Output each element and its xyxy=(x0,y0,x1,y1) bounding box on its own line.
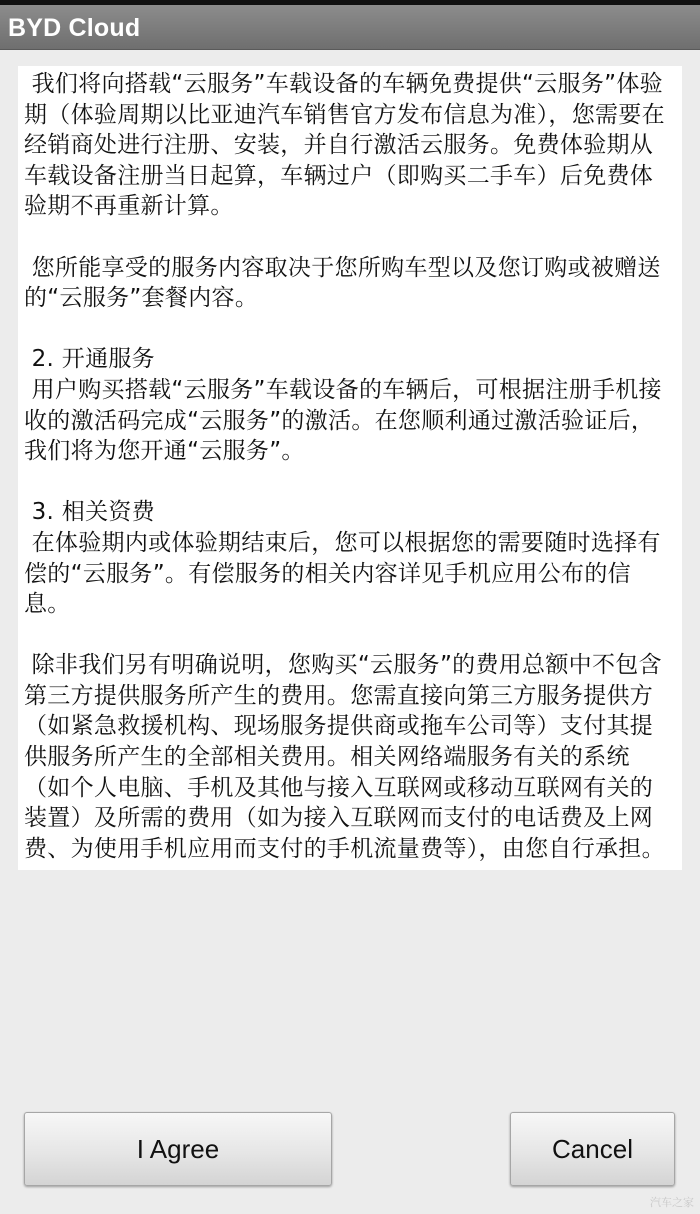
cancel-button[interactable]: Cancel xyxy=(510,1112,675,1186)
agreement-paragraph: 除非我们另有明确说明，您购买“云服务”的费用总额中不包含第三方提供服务所产生的费用。您需直接向第三方服务提供方（如紧急救援机构、现场服务提供商或拖车公司等）支付其提供服务所产生的全部相关费用。相关网络端服务有关的系统（如个人电脑、手机及其他与接入互联网或移动互联网有关的装置）及所需的费用（如为接入互联网而支付的电话费及上网费、为使用手机应用而支付的手机流量费等），由您自行承担。 xyxy=(24,652,665,862)
agreement-paragraph: 3. 相关资费 xyxy=(24,499,155,526)
agree-button[interactable]: I Agree xyxy=(24,1112,332,1186)
agreement-text xyxy=(18,66,682,864)
blank-line xyxy=(24,314,674,345)
watermark-text: 汽车之家 xyxy=(650,1196,694,1209)
agreement-paragraph: 您所能享受的服务内容取决于您所购车型以及您订购或被赠送的“云服务”套餐内容。 xyxy=(24,254,661,312)
blank-line xyxy=(24,620,674,651)
agreement-paragraph: 用户购买搭载“云服务”车载设备的车辆后，可根据注册手机接收的激活码完成“云服务”的激活。在您顺利通过激活验证后，我们将为您开通“云服务”。 xyxy=(24,376,662,465)
window-title: BYD Cloud xyxy=(8,14,141,42)
agreement-scroll-panel[interactable] xyxy=(18,66,682,870)
blank-line xyxy=(24,222,674,253)
title-bar xyxy=(0,5,700,50)
agreement-paragraph: 在体验期内或体验期结束后，您可以根据您的需要随时选择有偿的“云服务”。有偿服务的相关内容详见手机应用公布的信息。 xyxy=(24,529,661,618)
blank-line xyxy=(24,467,674,498)
agreement-paragraph: 2. 开通服务 xyxy=(24,346,155,373)
agreement-paragraph: 我们将向搭载“云服务”车载设备的车辆免费提供“云服务”体验期（体验周期以比亚迪汽车销售官方发布信息为准），您需要在经销商处进行注册、安装，并自行激活云服务。免费体验期从车载设备注册当日起算，车辆过户（即购买二手车）后免费体验期不再重新计算。 xyxy=(24,71,665,220)
